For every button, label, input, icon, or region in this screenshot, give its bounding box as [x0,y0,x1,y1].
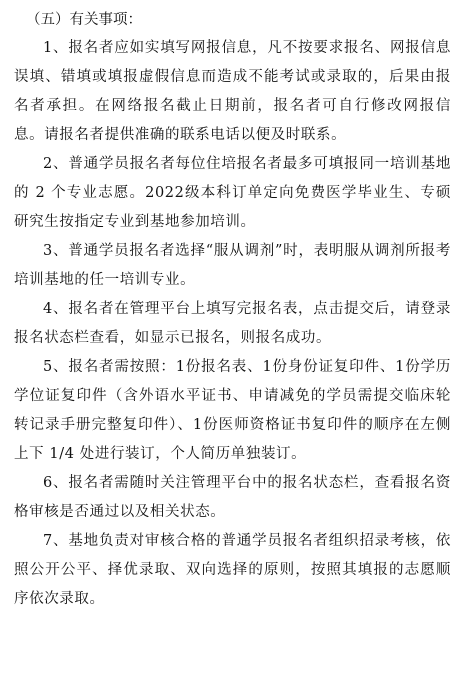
section-heading: （五）有关事项： [26,12,142,28]
item-6-paragraph: 6、报名者需随时关注管理平台中的报名状态栏，查看报名资格审核是否通过以及相关状态。 [14,475,451,520]
item-2-paragraph: 2、普通学员报名者每位住培报名者最多可填报同一培训基地的 2 个专业志愿。2022级本科订单定向免费医学毕业生、专硕研究生按指定专业到基地参加培训。 [14,156,451,230]
document-page [14,6,451,614]
item-1-paragraph: 1、报名者应如实填写网报信息，凡不按要求报名、网报信息误填、错填或填报虚假信息而造成不能考试或录取的，后果由报名者承担。在网络报名截止日期前，报名者可自行修改网报信息。请报名者提供准确的联系电话以便及时联系。 [14,40,451,143]
item-4-paragraph: 4、报名者在管理平台上填写完报名表，点击提交后，请登录报名状态栏查看，如显示已报名，则报名成功。 [14,301,451,346]
item-7-paragraph: 7、基地负责对审核合格的普通学员报名者组织招录考核，依照公开公平、择优录取、双向选择的原则，按照其填报的志愿顺序依次录取。 [14,533,451,607]
item-5-paragraph: 5、报名者需按照：1份报名表、1份身份证复印件、1份学历学位证复印件（含外语水平证书、申请减免的学员需提交临床轮转记录手册完整复印件）、1份医师资格证书复印件的顺序在左侧上下 1/4 处进行装订，个人简历单独装订。 [14,359,451,462]
item-3-paragraph: 3、普通学员报名者选择“服从调剂”时，表明服从调剂所报考培训基地的任一培训专业。 [14,243,451,288]
